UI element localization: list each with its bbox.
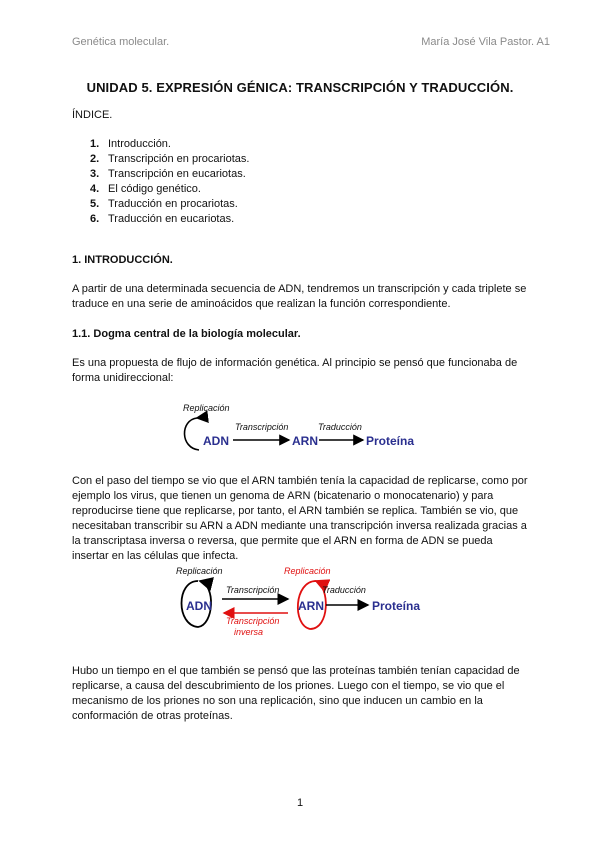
replication-loop-arrow — [184, 418, 199, 450]
replication-label: Replicación — [183, 403, 230, 413]
central-dogma-diagram — [175, 398, 435, 454]
reverse-transcription-label-2: inversa — [234, 627, 264, 637]
index-item: 2. Transcripción en procariotas. — [90, 153, 250, 165]
page-number: 1 — [296, 797, 304, 809]
index-item: 4. El código genético. — [90, 183, 201, 195]
rna-replication-label: Replicación — [284, 566, 331, 576]
page-title: UNIDAD 5. EXPRESIÓN GÉNICA: TRANSCRIPCIÓN Y TRADUCCIÓN. — [86, 80, 514, 95]
header-author: María José Vila Pastor. A1 — [421, 36, 550, 48]
index-item: 3. Transcripción en eucariotas. — [90, 168, 246, 180]
protein-node: Proteína — [372, 599, 421, 613]
dna-replication-label: Replicación — [176, 566, 223, 576]
dna-node: ADN — [203, 434, 229, 448]
rna-node: ARN — [298, 599, 324, 613]
extended-dogma-diagram — [170, 563, 440, 643]
dna-node: ADN — [186, 599, 212, 613]
dogma-paragraph-3: Hubo un tiempo en el que también se pensó que las proteínas también tenían capacidad de replicarse, a causa del descubrimiento de los priones. Luego con el tiempo, se vio que el mecanismo de los priones no son una replicación, sino que inducen un cambio en la conformación de otras proteínas. — [72, 665, 520, 722]
section-heading-introduction: 1. INTRODUCCIÓN. — [72, 254, 173, 266]
header-subject: Genética molecular. — [72, 36, 170, 48]
dogma-paragraph-2: Con el paso del tiempo se vio que el ARN también tenía la capacidad de replicarse, como por ejemplo los virus, que tienen un genoma de ARN (bicatenario o monocatenario) y para reproducirse tiene que replicarse, por tanto, el ARN también se replica. También se vio, que necesitaban transcribir su ARN a ADN mediante una transcripción inversa realizada gracias a la transcriptasa inversa o reversa, que permite que el ARN en forma de ADN se pueda insertar en las células que infecta. — [72, 475, 528, 562]
rna-node: ARN — [292, 434, 318, 448]
index-item: 1. Introducción. — [90, 138, 171, 150]
index-label: ÍNDICE. — [72, 109, 113, 121]
reverse-transcription-label-1: Transcripción — [226, 616, 280, 626]
index-item: 6. Traducción en eucariotas. — [90, 213, 235, 225]
translation-label: Traducción — [322, 585, 366, 595]
subsection-heading-dogma: 1.1. Dogma central de la biología molecular. — [72, 328, 301, 340]
intro-paragraph: A partir de una determinada secuencia de ADN, tendremos un transcripción y cada triplete se traduce en una serie de aminoácidos que realizan la función correspondiente. — [72, 283, 527, 310]
dogma-paragraph-1: Es una propuesta de flujo de información genética. Al principio se pensó que funcionaba de forma unidireccional: — [72, 357, 518, 384]
index-item: 5. Traducción en procariotas. — [90, 198, 238, 210]
transcription-label: Transcripción — [226, 585, 280, 595]
transcription-label: Transcripción — [235, 422, 289, 432]
index-list — [90, 137, 249, 227]
translation-label: Traducción — [318, 422, 362, 432]
protein-node: Proteína — [366, 434, 415, 448]
